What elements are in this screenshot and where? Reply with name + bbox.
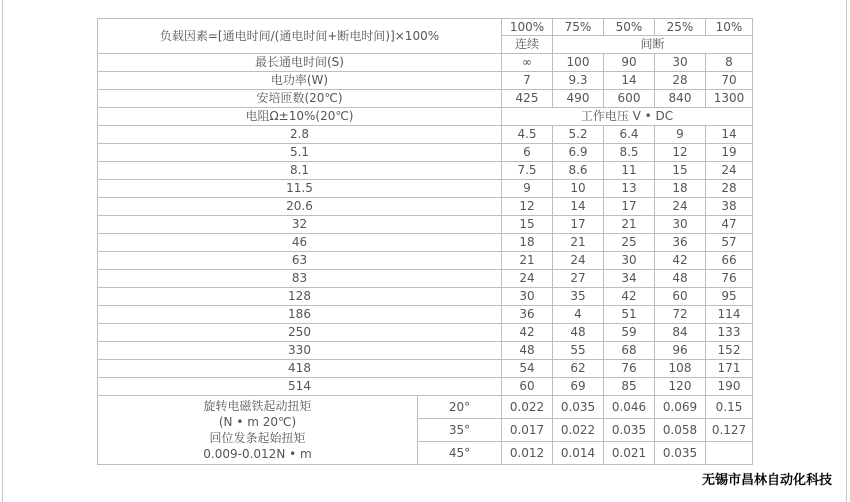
start-torque-label: 旋转电磁铁起动扭矩 [203, 399, 312, 413]
duty-percent: 100% [502, 19, 553, 36]
voltage-value: 27 [553, 270, 604, 288]
spec-value: 7 [502, 72, 553, 90]
resistance-value: 514 [98, 378, 502, 396]
resistance-row [98, 378, 753, 396]
duty-header-row [98, 19, 753, 36]
voltage-value: 9 [502, 180, 553, 198]
resistance-row [98, 234, 753, 252]
spec-label: 安培匝数(20℃) [98, 90, 502, 108]
voltage-value: 48 [553, 324, 604, 342]
spec-value: 600 [604, 90, 655, 108]
resistance-row [98, 360, 753, 378]
duty-percent: 50% [604, 19, 655, 36]
voltage-value: 42 [604, 288, 655, 306]
torque-value: 0.022 [502, 396, 553, 419]
spec-value: 100 [553, 54, 604, 72]
voltage-value: 85 [604, 378, 655, 396]
resistance-row [98, 198, 753, 216]
torque-value: 0.15 [706, 396, 753, 419]
resistance-value: 83 [98, 270, 502, 288]
torque-angle: 20° [418, 396, 502, 419]
spec-value: 14 [604, 72, 655, 90]
voltage-value: 42 [502, 324, 553, 342]
voltage-value: 35 [553, 288, 604, 306]
voltage-value: 69 [553, 378, 604, 396]
voltage-value: 47 [706, 216, 753, 234]
voltage-value: 4.5 [502, 126, 553, 144]
voltage-value: 18 [655, 180, 706, 198]
voltage-value: 4 [553, 306, 604, 324]
spec-value: 70 [706, 72, 753, 90]
specification-table [97, 18, 753, 465]
resistance-value: 32 [98, 216, 502, 234]
torque-value: 0.014 [553, 442, 604, 465]
resistance-value: 63 [98, 252, 502, 270]
spec-value: 9.3 [553, 72, 604, 90]
voltage-value: 8.6 [553, 162, 604, 180]
resistance-row [98, 180, 753, 198]
voltage-value: 51 [604, 306, 655, 324]
voltage-value: 95 [706, 288, 753, 306]
duty-percent: 25% [655, 19, 706, 36]
voltage-value: 6.4 [604, 126, 655, 144]
resistance-rows [98, 126, 753, 396]
torque-value: 0.035 [655, 442, 706, 465]
page-border-left [2, 0, 3, 502]
voltage-value: 48 [502, 342, 553, 360]
voltage-value: 114 [706, 306, 753, 324]
duty-percent: 10% [706, 19, 753, 36]
page-border-right [846, 0, 847, 502]
resistance-value: 46 [98, 234, 502, 252]
start-torque-unit: (N • m 20℃) [218, 415, 297, 429]
spec-rows [98, 54, 753, 108]
voltage-value: 72 [655, 306, 706, 324]
voltage-value: 6 [502, 144, 553, 162]
voltage-value: 84 [655, 324, 706, 342]
voltage-value: 38 [706, 198, 753, 216]
duty-formula: 负载因素=[通电时间/(通电时间+断电时间)]×100% [98, 19, 502, 54]
voltage-value: 76 [706, 270, 753, 288]
voltage-value: 15 [655, 162, 706, 180]
voltage-value: 36 [502, 306, 553, 324]
resistance-value: 8.1 [98, 162, 502, 180]
voltage-value: 30 [604, 252, 655, 270]
voltage-value: 24 [553, 252, 604, 270]
voltage-label: 工作电压 V • DC [502, 108, 753, 126]
torque-row [98, 396, 753, 419]
resistance-row [98, 288, 753, 306]
voltage-value: 21 [553, 234, 604, 252]
voltage-value: 48 [655, 270, 706, 288]
voltage-value: 6.9 [553, 144, 604, 162]
voltage-value: 60 [502, 378, 553, 396]
duty-percent: 75% [553, 19, 604, 36]
voltage-value: 34 [604, 270, 655, 288]
voltage-value: 7.5 [502, 162, 553, 180]
resistance-label: 电阻Ω±10%(20℃) [98, 108, 502, 126]
voltage-value: 133 [706, 324, 753, 342]
voltage-value: 108 [655, 360, 706, 378]
voltage-value: 19 [706, 144, 753, 162]
voltage-value: 68 [604, 342, 655, 360]
voltage-value: 24 [502, 270, 553, 288]
resistance-header-row [98, 108, 753, 126]
resistance-row [98, 216, 753, 234]
spec-value: 28 [655, 72, 706, 90]
voltage-value: 60 [655, 288, 706, 306]
voltage-value: 152 [706, 342, 753, 360]
voltage-value: 17 [553, 216, 604, 234]
voltage-value: 14 [706, 126, 753, 144]
torque-value: 0.021 [604, 442, 655, 465]
resistance-row [98, 324, 753, 342]
spec-value: 490 [553, 90, 604, 108]
torque-value: 0.058 [655, 419, 706, 442]
torque-value: 0.069 [655, 396, 706, 419]
company-name: 无锡市昌林自动化科技 [701, 473, 832, 488]
voltage-value: 14 [553, 198, 604, 216]
voltage-value: 171 [706, 360, 753, 378]
voltage-value: 57 [706, 234, 753, 252]
resistance-row [98, 144, 753, 162]
voltage-value: 28 [706, 180, 753, 198]
torque-value: 0.017 [502, 419, 553, 442]
voltage-value: 30 [655, 216, 706, 234]
resistance-value: 11.5 [98, 180, 502, 198]
spec-value: ∞ [502, 54, 553, 72]
resistance-row [98, 306, 753, 324]
voltage-value: 30 [502, 288, 553, 306]
voltage-value: 12 [655, 144, 706, 162]
spec-value: 1300 [706, 90, 753, 108]
spec-row [98, 72, 753, 90]
voltage-value: 25 [604, 234, 655, 252]
voltage-value: 54 [502, 360, 553, 378]
voltage-value: 21 [502, 252, 553, 270]
resistance-value: 186 [98, 306, 502, 324]
torque-value: 0.012 [502, 442, 553, 465]
voltage-value: 10 [553, 180, 604, 198]
torque-angle: 35° [418, 419, 502, 442]
voltage-value: 9 [655, 126, 706, 144]
voltage-value: 62 [553, 360, 604, 378]
torque-value: 0.035 [553, 396, 604, 419]
resistance-row [98, 252, 753, 270]
resistance-value: 20.6 [98, 198, 502, 216]
voltage-value: 5.2 [553, 126, 604, 144]
voltage-value: 66 [706, 252, 753, 270]
torque-value [706, 442, 753, 465]
resistance-row [98, 162, 753, 180]
spec-row [98, 54, 753, 72]
torque-label-cell [98, 396, 418, 465]
voltage-value: 76 [604, 360, 655, 378]
resistance-row [98, 126, 753, 144]
continuous-label: 连续 [502, 36, 553, 54]
intermittent-label: 间断 [553, 36, 753, 54]
voltage-value: 15 [502, 216, 553, 234]
torque-value: 0.046 [604, 396, 655, 419]
voltage-value: 96 [655, 342, 706, 360]
voltage-value: 36 [655, 234, 706, 252]
resistance-value: 5.1 [98, 144, 502, 162]
torque-value: 0.022 [553, 419, 604, 442]
voltage-value: 21 [604, 216, 655, 234]
voltage-value: 24 [655, 198, 706, 216]
voltage-value: 11 [604, 162, 655, 180]
voltage-value: 17 [604, 198, 655, 216]
resistance-value: 330 [98, 342, 502, 360]
spec-row [98, 90, 753, 108]
spec-label: 最长通电时间(S) [98, 54, 502, 72]
torque-value: 0.127 [706, 419, 753, 442]
spec-label: 电功率(W) [98, 72, 502, 90]
torque-angle: 45° [418, 442, 502, 465]
voltage-value: 190 [706, 378, 753, 396]
voltage-value: 120 [655, 378, 706, 396]
voltage-value: 24 [706, 162, 753, 180]
torque-value: 0.035 [604, 419, 655, 442]
spec-value: 30 [655, 54, 706, 72]
resistance-row [98, 342, 753, 360]
voltage-value: 42 [655, 252, 706, 270]
resistance-value: 128 [98, 288, 502, 306]
resistance-value: 2.8 [98, 126, 502, 144]
spec-value: 425 [502, 90, 553, 108]
spec-value: 8 [706, 54, 753, 72]
voltage-value: 18 [502, 234, 553, 252]
voltage-value: 55 [553, 342, 604, 360]
return-torque-label: 回位发条起始扭矩 [209, 431, 306, 445]
voltage-value: 59 [604, 324, 655, 342]
return-torque-value: 0.009-0.012N • m [203, 447, 312, 461]
voltage-value: 12 [502, 198, 553, 216]
spec-value: 90 [604, 54, 655, 72]
resistance-value: 250 [98, 324, 502, 342]
resistance-row [98, 270, 753, 288]
voltage-value: 8.5 [604, 144, 655, 162]
voltage-value: 13 [604, 180, 655, 198]
resistance-value: 418 [98, 360, 502, 378]
spec-value: 840 [655, 90, 706, 108]
